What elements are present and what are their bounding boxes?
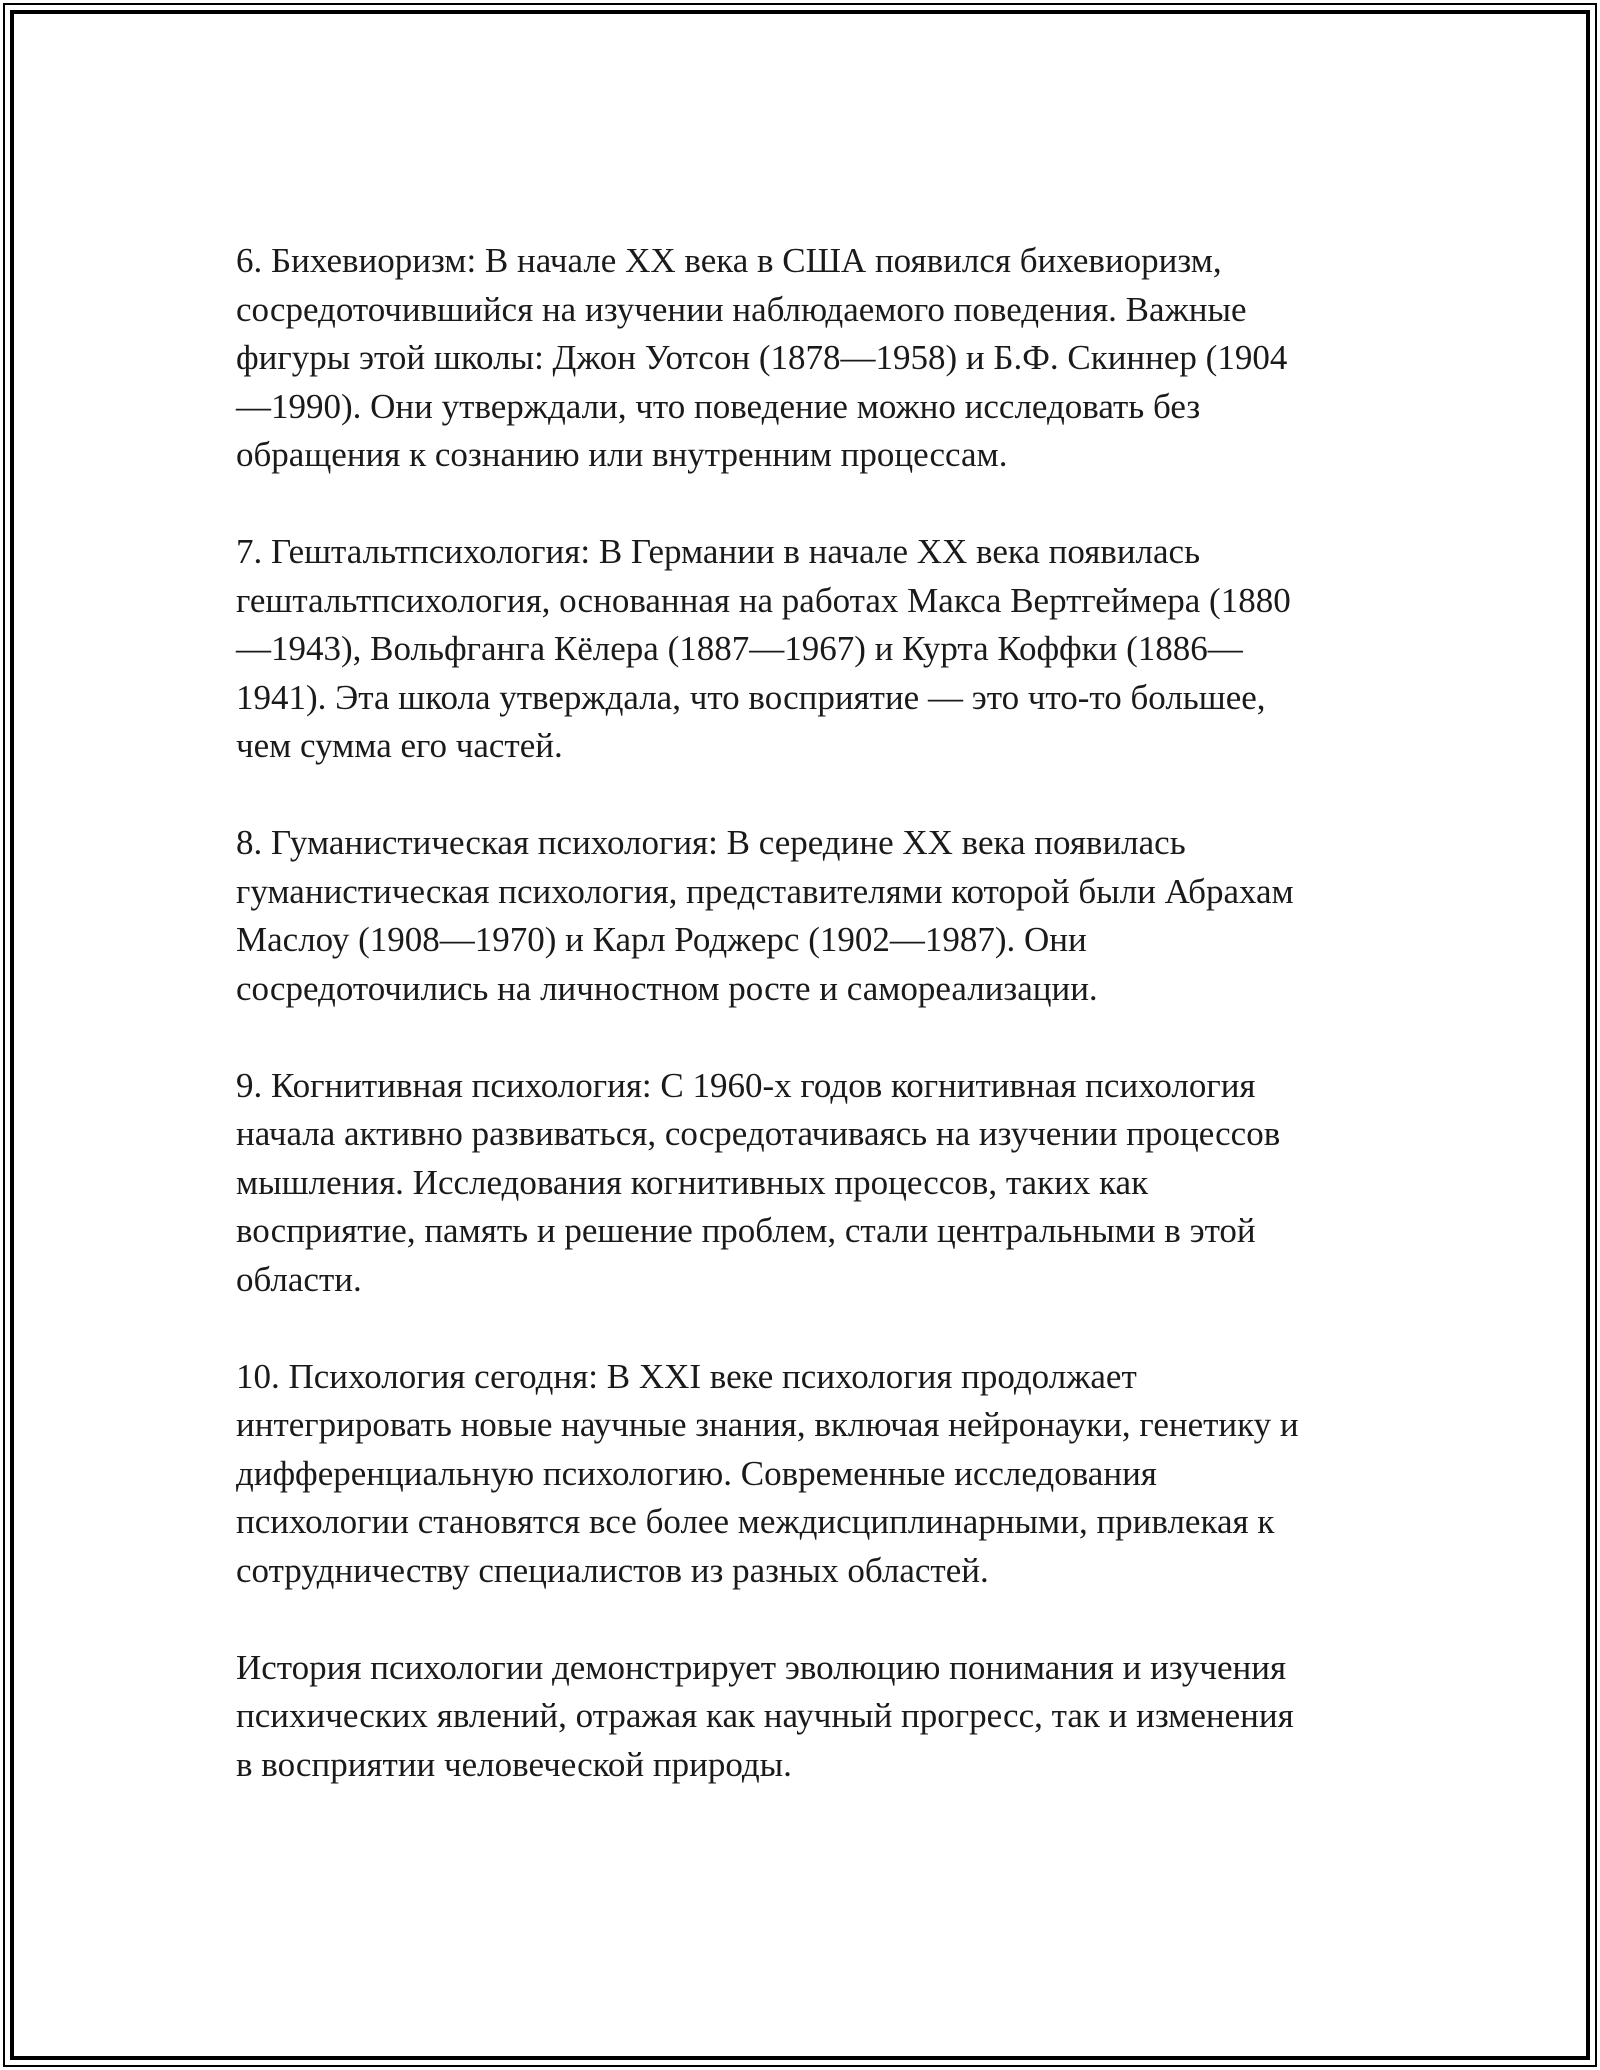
text-line: психических явлений, отражая как научный прогресс, так и изменения — [236, 1696, 1294, 1735]
text-line: чем сумма его частей. — [236, 726, 563, 765]
text-line: интегрировать новые научные знания, включая нейронауки, генетику и — [236, 1405, 1299, 1444]
text-line: психологии становятся все более междисциплинарными, привлекая к — [236, 1502, 1275, 1541]
text-line: 8. Гуманистическая психология: В середине XX века появилась — [236, 823, 1186, 862]
paragraph-psychology-today — [236, 1353, 1366, 1596]
text-line: сосредоточившийся на изучении наблюдаемого поведения. Важные — [236, 289, 1247, 329]
text-line: сотрудничеству специалистов из разных областей. — [236, 1550, 989, 1590]
text-line: сосредоточились на личностном росте и самореализации. — [236, 968, 1098, 1008]
text-line: гештальтпсихология, основанная на работах Макса Вертгеймера (1880 — [236, 580, 1291, 620]
text-line: дифференциальную психологию. Современные исследования — [236, 1453, 1157, 1493]
text-line: гуманистическая психология, представителями которой были Абрахам — [236, 871, 1294, 911]
text-line: Маслоу (1908—1970) и Карл Роджерс (1902—1987). Они — [236, 920, 1087, 959]
text-line: восприятие, память и решение проблем, стали центральными в этой — [236, 1211, 1256, 1250]
text-line: обращения к сознанию или внутренним процессам. — [236, 435, 1008, 474]
text-line: мышления. Исследования когнитивных процессов, таких как — [236, 1162, 1149, 1202]
text-line: История психологии демонстрирует эволюцию понимания и изучения — [236, 1647, 1287, 1687]
text-line: 7. Гештальтпсихология: В Германии в начале XX века появилась — [236, 532, 1201, 571]
text-line: фигуры этой школы: Джон Уотсон (1878—1958) и Б.Ф. Скиннер (1904 — [236, 338, 1288, 377]
paragraph-cognitive — [236, 1062, 1366, 1305]
text-line: —1943), Вольфганга Кёлера (1887—1967) и Курта Коффки (1886— — [236, 629, 1243, 668]
text-line: 6. Бихевиоризм: В начале XX века в США появился бихевиоризм, — [236, 241, 1222, 280]
text-line: области. — [236, 1259, 362, 1299]
text-line: начала активно развиваться, сосредотачиваясь на изучении процессов — [236, 1114, 1281, 1153]
text-line: 9. Когнитивная психология: С 1960-х годов когнитивная психология — [236, 1065, 1256, 1105]
paragraph-behaviorism — [236, 237, 1366, 480]
text-line: 1941). Эта школа утверждала, что восприятие — это что-то большее, — [236, 677, 1266, 717]
text-line: в восприятии человеческой природы. — [236, 1744, 792, 1784]
text-line: 10. Психология сегодня: В XXI веке психология продолжает — [236, 1356, 1137, 1396]
paragraph-gestalt — [236, 528, 1366, 771]
paragraph-conclusion — [236, 1644, 1366, 1790]
paragraph-humanistic — [236, 819, 1366, 1013]
text-line: —1990). Они утверждали, что поведение можно исследовать без — [236, 386, 1201, 426]
document-body — [236, 237, 1366, 1789]
